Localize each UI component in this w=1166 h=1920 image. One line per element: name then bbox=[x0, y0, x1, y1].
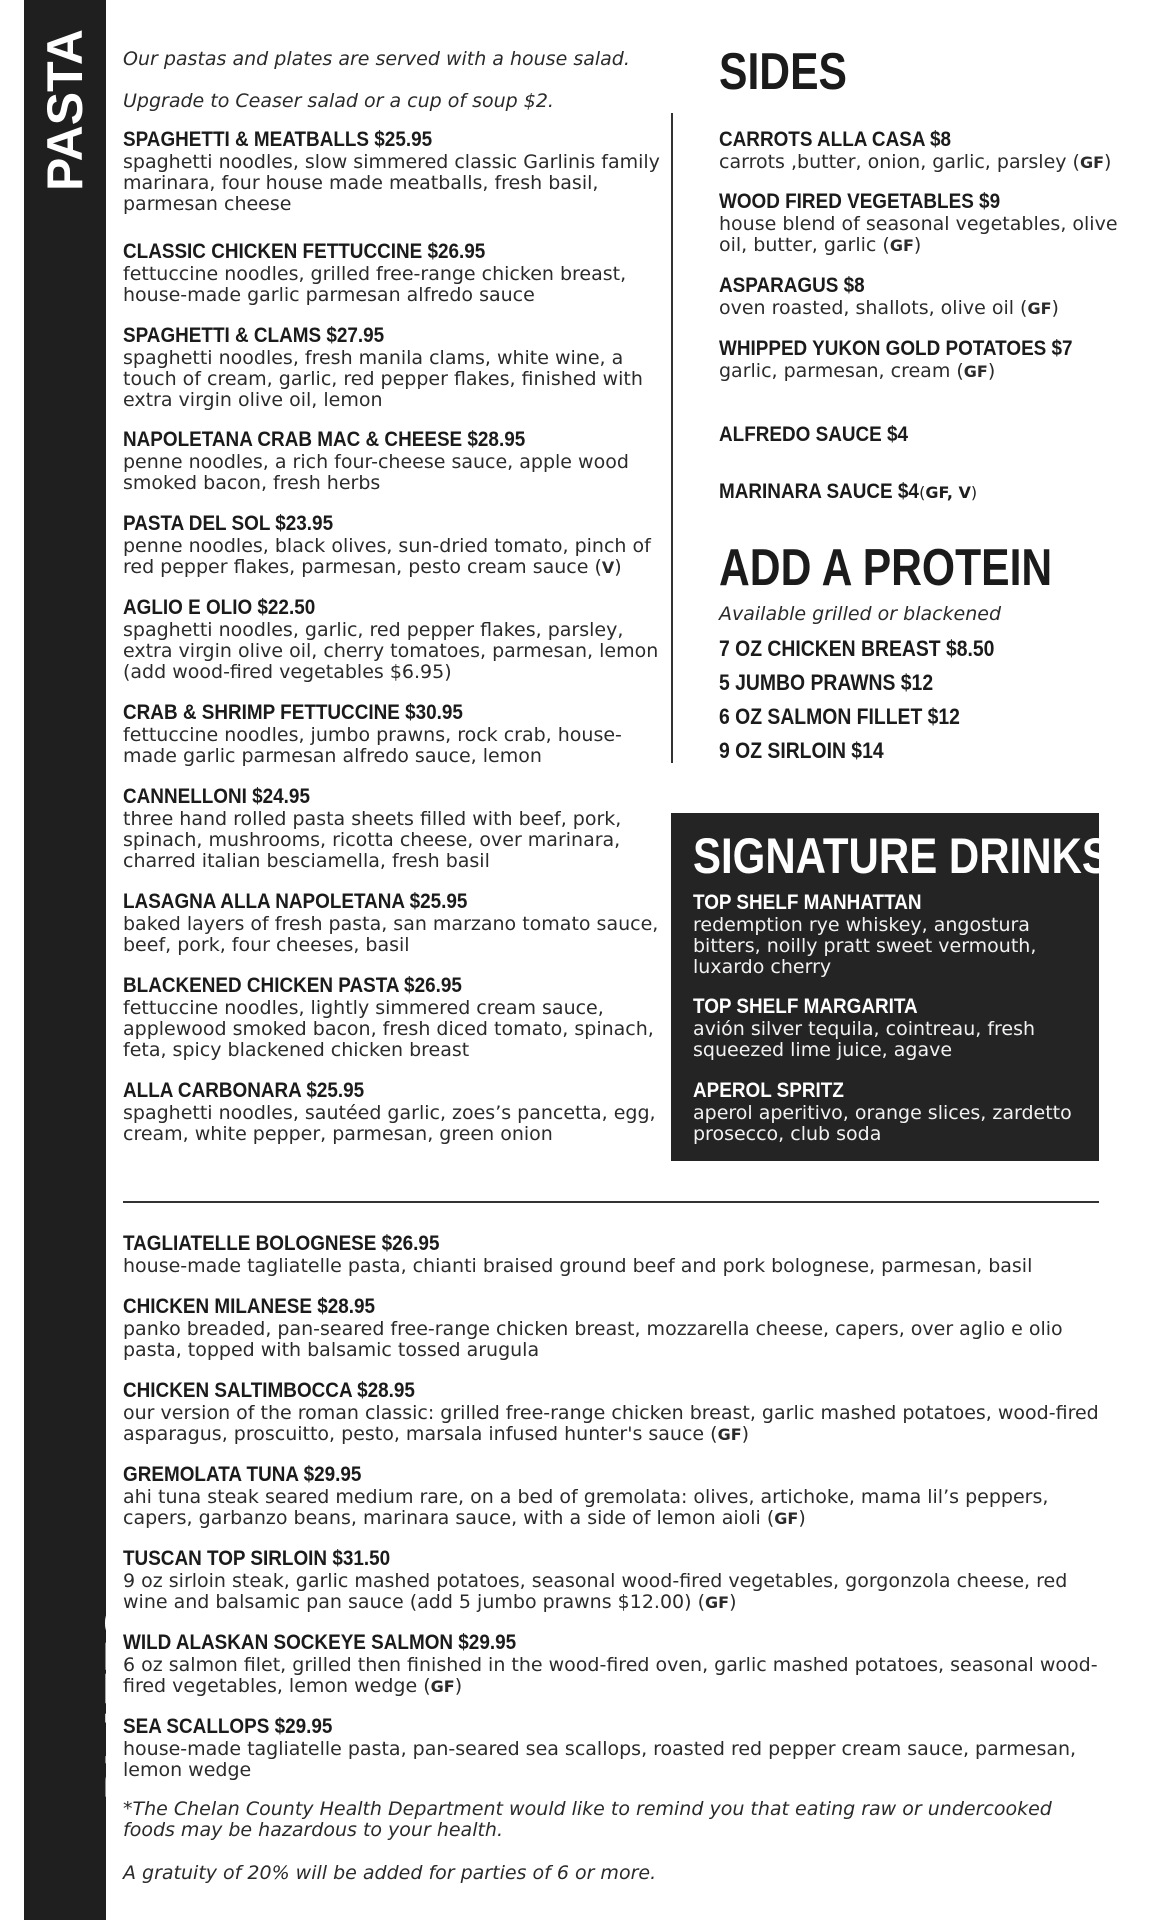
protein-item: 9 OZ SIRLOIN $14 bbox=[719, 738, 884, 763]
pasta-item-desc: penne noodles, a rich four-cheese sauce, apple wood smoked bacon, fresh herbs bbox=[123, 451, 629, 494]
pasta-item-title: ALLA CARBONARA $25.95 bbox=[123, 1079, 365, 1102]
side-item-desc: garlic, parmesan, cream (GF) bbox=[719, 360, 996, 382]
pasta-item-title: AGLIO E OLIO $22.50 bbox=[123, 596, 316, 619]
pasta-item-desc: fettuccine noodles, jumbo prawns, rock crab, house-made garlic parmesan alfredo sauce, lemon bbox=[123, 724, 622, 767]
side-item-title: ALFREDO SAUCE $4 bbox=[719, 423, 909, 446]
drink-item bbox=[693, 1079, 1093, 1145]
side-item-title: CARROTS ALLA CASA $8 bbox=[719, 128, 952, 151]
pasta-item-desc: spaghetti noodles, garlic, red pepper flakes, parsley, extra virgin olive oil, cherry tomatoes, parmesan, lemon (add wood-fired vegetables $6.95) bbox=[123, 619, 659, 683]
protein-list bbox=[719, 636, 1119, 776]
sides-section bbox=[719, 44, 1119, 100]
pasta-item-desc: fettuccine noodles, grilled free-range chicken breast, house-made garlic parmesan alfredo sauce bbox=[123, 263, 627, 306]
side-item bbox=[719, 128, 1139, 173]
plate-item-desc: 9 oz sirloin steak, garlic mashed potatoes, seasonal wood-fired vegetables, gorgonzola cheese, red wine and balsamic pan sauce (add 5 jumbo prawns $12.00) (GF) bbox=[123, 1570, 1068, 1613]
column-divider bbox=[671, 113, 673, 763]
drink-item-title: TOP SHELF MARGARITA bbox=[693, 995, 918, 1018]
pasta-item-title: LASAGNA ALLA NAPOLETANA $25.95 bbox=[123, 890, 468, 913]
side-item-title: WOOD FIRED VEGETABLES $9 bbox=[719, 190, 1001, 213]
diet-tag: GF bbox=[717, 1425, 742, 1444]
plate-item-desc-text: 6 oz salmon filet, grilled then finished in the wood-fired oven, garlic mashed potatoes, seasonal wood-fired vegetables, lemon wedge bbox=[123, 1654, 1098, 1697]
plate-item-desc: house-made tagliatelle pasta, chianti braised ground beef and pork bolognese, parmesan, basil bbox=[123, 1255, 1033, 1277]
plate-item-title: TUSCAN TOP SIRLOIN $31.50 bbox=[123, 1547, 391, 1570]
pasta-item-desc-text: penne noodles, black olives, sun-dried tomato, pinch of red pepper flakes, parmesan, pesto cream sauce bbox=[123, 535, 651, 578]
drink-item-title: TOP SHELF MANHATTAN bbox=[693, 891, 922, 914]
side-item bbox=[719, 190, 1139, 256]
plates-section-label: PLATES bbox=[95, 1606, 151, 1800]
plate-item-desc: 6 oz salmon filet, grilled then finished in the wood-fired oven, garlic mashed potatoes, seasonal wood-fired vegetables, lemon wedge (GF) bbox=[123, 1654, 1098, 1697]
side-item-desc-text: house blend of seasonal vegetables, olive oil, butter, garlic bbox=[719, 213, 1118, 256]
diet-tag: GF bbox=[774, 1509, 799, 1528]
plate-item-desc-text: our version of the roman classic: grilled free-range chicken breast, garlic mashed potatoes, wood-fired asparagus, proscuitto, pesto, marsala infused hunter's sauce bbox=[123, 1402, 1099, 1445]
drink-item-desc: aperol aperitivo, orange slices, zardetto prosecco, club soda bbox=[693, 1102, 1072, 1145]
intro-line-1: Our pastas and plates are served with a house salad. bbox=[123, 48, 630, 70]
side-item-title: ASPARAGUS $8 bbox=[719, 274, 865, 297]
plate-item-desc-text: ahi tuna steak seared medium rare, on a bed of gremolata: olives, artichoke, mama lil’s peppers, capers, garbanzo beans, marinara sauce, with a side of lemon aioli bbox=[123, 1486, 1049, 1529]
pasta-item bbox=[123, 512, 668, 578]
plate-item bbox=[123, 1715, 1113, 1781]
plate-item-title: TAGLIATELLE BOLOGNESE $26.95 bbox=[123, 1232, 440, 1255]
health-notice: *The Chelan County Health Department would like to remind you that eating raw or undercooked foods may be hazardous to your health. bbox=[123, 1798, 1052, 1841]
side-item-desc-text: garlic, parmesan, cream bbox=[719, 360, 951, 382]
pasta-item-desc: baked layers of fresh pasta, san marzano tomato sauce, beef, pork, four cheeses, basil bbox=[123, 913, 659, 956]
pasta-item bbox=[123, 701, 668, 767]
plate-item-desc: our version of the roman classic: grilled free-range chicken breast, garlic mashed potatoes, wood-fired asparagus, proscuitto, pesto, marsala infused hunter's sauce (GF) bbox=[123, 1402, 1099, 1445]
sides-heading: SIDES bbox=[719, 43, 847, 101]
pasta-section-label: PASTA bbox=[37, 28, 93, 192]
pasta-item-title: SPAGHETTI & MEATBALLS $25.95 bbox=[123, 128, 433, 151]
pasta-item bbox=[123, 1079, 668, 1145]
drink-item-title: APEROL SPRITZ bbox=[693, 1079, 844, 1102]
plate-item-title: SEA SCALLOPS $29.95 bbox=[123, 1715, 333, 1738]
pasta-item bbox=[123, 785, 668, 872]
pasta-item-desc: penne noodles, black olives, sun-dried tomato, pinch of red pepper flakes, parmesan, pesto cream sauce (V) bbox=[123, 535, 651, 578]
plate-item-desc: panko breaded, pan-seared free-range chicken breast, mozzarella cheese, capers, over aglio e olio pasta, topped with balsamic tossed arugula bbox=[123, 1318, 1063, 1361]
intro-line-2: Upgrade to Ceaser salad or a cup of soup $2. bbox=[123, 90, 554, 112]
diet-tag: GF bbox=[1079, 153, 1105, 172]
side-item-desc: oven roasted, shallots, olive oil (GF) bbox=[719, 297, 1059, 319]
protein-section bbox=[719, 540, 1119, 596]
protein-item: 6 OZ SALMON FILLET $12 bbox=[719, 704, 960, 729]
drink-item-desc: redemption rye whiskey, angostura bitters, noilly pratt sweet vermouth, luxardo cherry bbox=[693, 914, 1037, 978]
pasta-item-title: NAPOLETANA CRAB MAC & CHEESE $28.95 bbox=[123, 428, 526, 451]
side-item bbox=[719, 423, 1139, 447]
plate-item-desc: house-made tagliatelle pasta, pan-seared sea scallops, roasted red pepper cream sauce, parmesan, lemon wedge bbox=[123, 1738, 1077, 1781]
drink-item bbox=[693, 995, 1093, 1061]
protein-subtitle: Available grilled or blackened bbox=[719, 603, 1002, 625]
side-item-desc-text: oven roasted, shallots, olive oil bbox=[719, 297, 1015, 319]
signature-drinks-box bbox=[671, 813, 1110, 1161]
pasta-item-desc: three hand rolled pasta sheets filled with beef, pork, spinach, mushrooms, ricotta cheese, over marinara, charred italian besciamella, fresh basil bbox=[123, 808, 622, 872]
pasta-item-title: CLASSIC CHICKEN FETTUCCINE $26.95 bbox=[123, 240, 486, 263]
plate-item bbox=[123, 1631, 1113, 1697]
side-item bbox=[719, 337, 1139, 382]
plate-item bbox=[123, 1295, 1113, 1361]
pasta-item bbox=[123, 890, 668, 956]
diet-tag: GF bbox=[705, 1593, 730, 1612]
plate-item-desc-text: 9 oz sirloin steak, garlic mashed potatoes, seasonal wood-fired vegetables, gorgonzola cheese, red wine and balsamic pan sauce (add 5 jumbo prawns $12.00) bbox=[123, 1570, 1068, 1613]
protein-subtitle-wrap bbox=[719, 603, 1119, 625]
pasta-item-title: CANNELLONI $24.95 bbox=[123, 785, 310, 808]
diet-tag: GF bbox=[430, 1677, 455, 1696]
side-item bbox=[719, 274, 1139, 319]
side-item-title: WHIPPED YUKON GOLD POTATOES $7 bbox=[719, 337, 1073, 360]
side-item: MARINARA SAUCE $4(GF, V) bbox=[719, 480, 978, 503]
side-item-desc-text: carrots ,butter, onion, garlic, parsley bbox=[719, 151, 1067, 173]
side-item-title: MARINARA SAUCE $4 bbox=[719, 480, 919, 503]
section-divider bbox=[123, 1201, 1099, 1203]
drink-item-desc: avión silver tequila, cointreau, fresh squeezed lime juice, agave bbox=[693, 1018, 1036, 1061]
side-item-desc: house blend of seasonal vegetables, olive oil, butter, garlic (GF) bbox=[719, 213, 1118, 256]
pasta-item-desc: spaghetti noodles, fresh manila clams, white wine, a touch of cream, garlic, red pepper flakes, finished with extra virgin olive oil, lemon bbox=[123, 347, 643, 411]
plate-item bbox=[123, 1547, 1113, 1613]
pasta-item-title: CRAB & SHRIMP FETTUCCINE $30.95 bbox=[123, 701, 463, 724]
plate-item-title: CHICKEN MILANESE $28.95 bbox=[123, 1295, 376, 1318]
pasta-item bbox=[123, 974, 668, 1061]
pasta-item-desc: spaghetti noodles, sautéed garlic, zoes’s pancetta, egg, cream, white pepper, parmesan, green onion bbox=[123, 1102, 656, 1145]
drink-item bbox=[693, 891, 1093, 978]
pasta-item-title: SPAGHETTI & CLAMS $27.95 bbox=[123, 324, 385, 347]
pasta-item bbox=[123, 324, 668, 411]
pasta-item-title: PASTA DEL SOL $23.95 bbox=[123, 512, 334, 535]
pasta-item-desc: spaghetti noodles, slow simmered classic Garlinis family marinara, four house made meatballs, fresh basil, parmesan cheese bbox=[123, 151, 660, 215]
plate-item-desc: ahi tuna steak seared medium rare, on a bed of gremolata: olives, artichoke, mama lil’s peppers, capers, garbanzo beans, marinara sauce, with a side of lemon aioli (GF) bbox=[123, 1486, 1049, 1529]
diet-tag: GF, V bbox=[925, 483, 971, 502]
gratuity-notice: A gratuity of 20% will be added for parties of 6 or more. bbox=[123, 1862, 657, 1884]
diet-tag: V bbox=[601, 558, 615, 577]
diet-tag: GF bbox=[963, 362, 988, 381]
pasta-item bbox=[123, 428, 668, 494]
plate-item bbox=[123, 1379, 1113, 1445]
diet-tag: GF bbox=[1027, 299, 1052, 318]
protein-item: 7 OZ CHICKEN BREAST $8.50 bbox=[719, 636, 995, 661]
diet-tag: GF bbox=[889, 236, 914, 255]
protein-heading: ADD A PROTEIN bbox=[719, 539, 1053, 597]
plate-item-title: CHICKEN SALTIMBOCCA $28.95 bbox=[123, 1379, 415, 1402]
side-item-desc: carrots ,butter, onion, garlic, parsley (GF) bbox=[719, 151, 1112, 173]
sides-list bbox=[719, 128, 1119, 528]
pasta-item bbox=[123, 596, 668, 683]
plate-item-title: WILD ALASKAN SOCKEYE SALMON $29.95 bbox=[123, 1631, 517, 1654]
plate-item bbox=[123, 1463, 1113, 1529]
pasta-item bbox=[123, 128, 668, 215]
plate-item bbox=[123, 1232, 1113, 1277]
pasta-item bbox=[123, 240, 668, 306]
pasta-item-title: BLACKENED CHICKEN PASTA $26.95 bbox=[123, 974, 462, 997]
protein-item: 5 JUMBO PRAWNS $12 bbox=[719, 670, 934, 695]
plate-item-title: GREMOLATA TUNA $29.95 bbox=[123, 1463, 362, 1486]
pasta-item-desc: fettuccine noodles, lightly simmered cream sauce, applewood smoked bacon, fresh diced tomato, spinach, feta, spicy blackened chicken breast bbox=[123, 997, 654, 1061]
drinks-heading: SIGNATURE DRINKS bbox=[693, 828, 1110, 884]
